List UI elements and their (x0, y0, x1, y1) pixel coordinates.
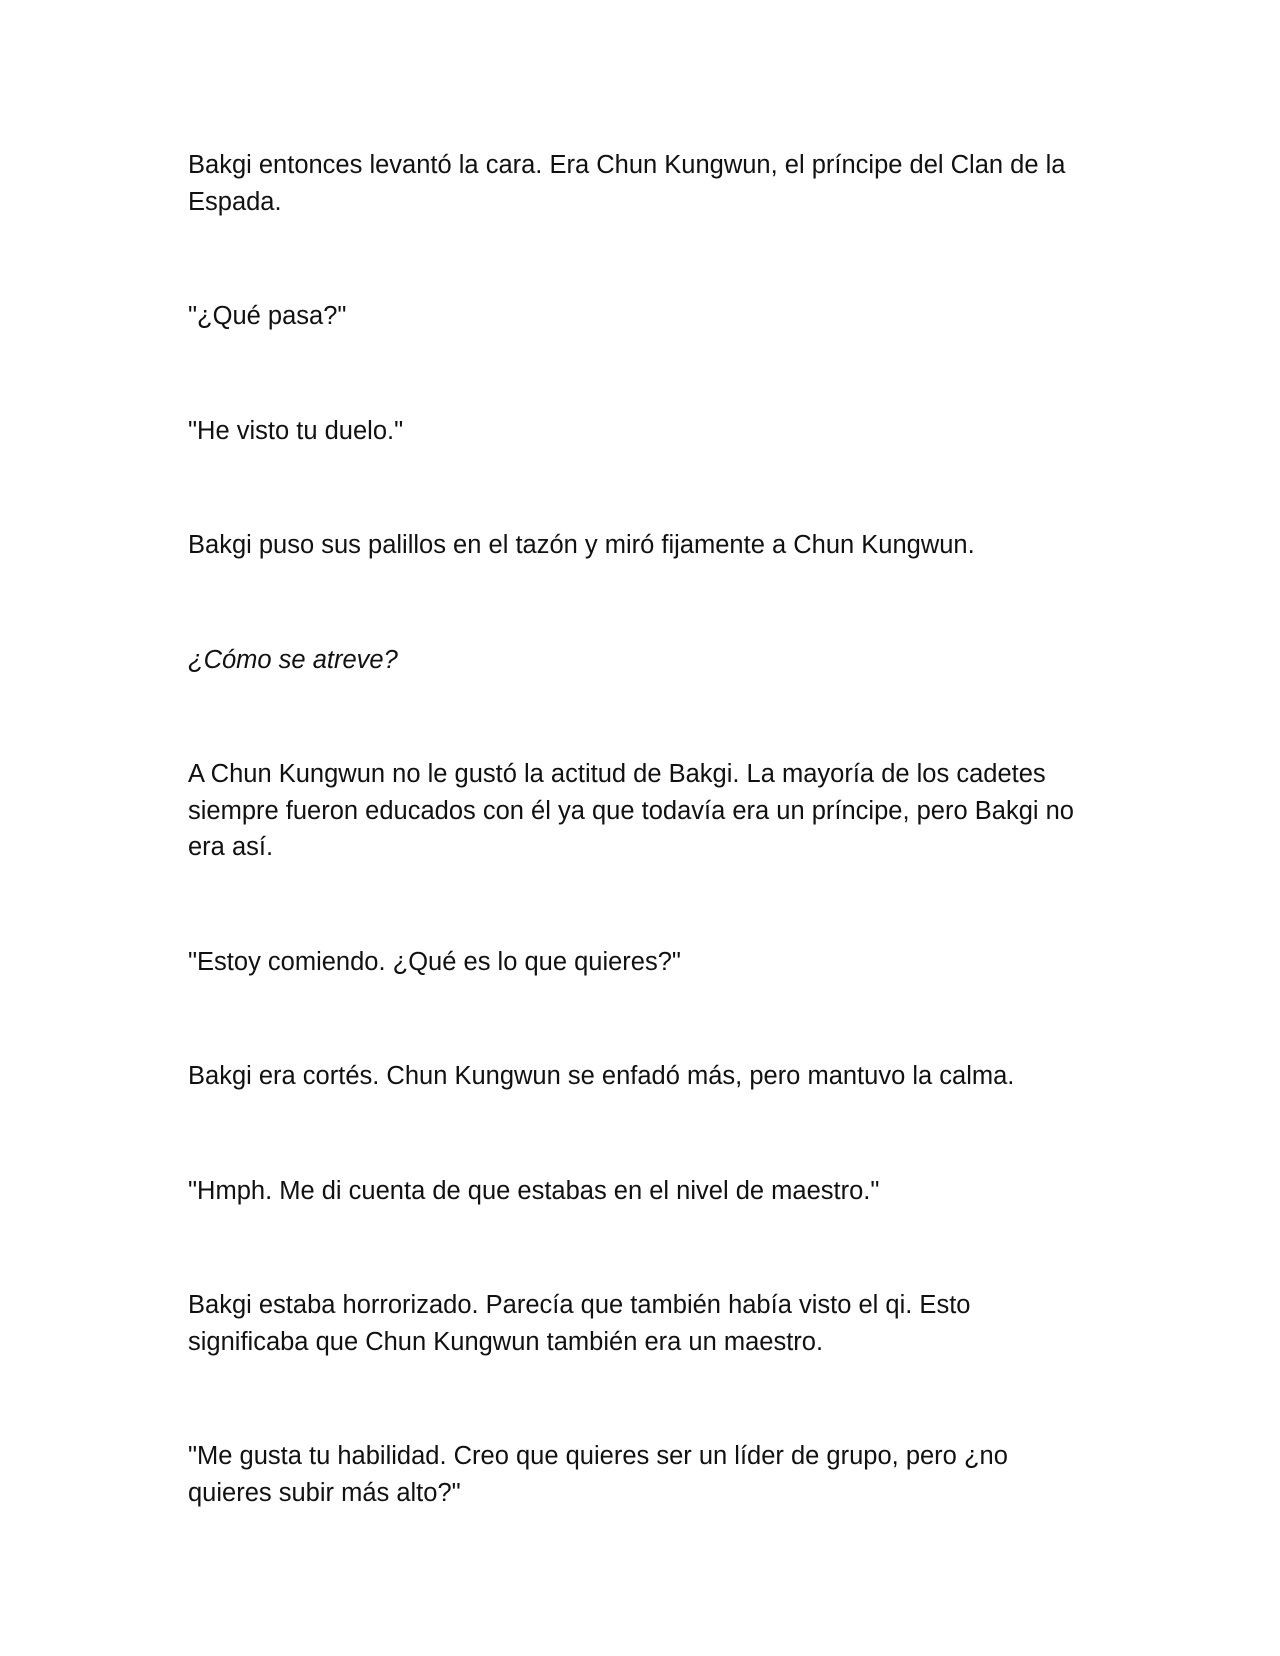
paragraph-italic: ¿Cómo se atreve? (188, 645, 398, 674)
paragraph: "Hmph. Me di cuenta de que estabas en el nivel de maestro." (188, 1176, 880, 1205)
paragraph: Bakgi era cortés. Chun Kungwun se enfadó más, pero mantuvo la calma. (188, 1062, 1015, 1090)
document-body (188, 147, 1088, 1589)
paragraph: "He visto tu duelo." (188, 416, 404, 445)
paragraph: Bakgi entonces levantó la cara. Era Chun Kungwun, el príncipe del Clan de la Espada. (188, 151, 1066, 216)
paragraph: A Chun Kungwun no le gustó la actitud de Bakgi. La mayoría de los cadetes siempre fueron educados con él ya que todavía era un príncipe, pero Bakgi no era así. (188, 760, 1074, 861)
paragraph: "Estoy comiendo. ¿Qué es lo que quieres?" (188, 947, 681, 976)
paragraph: Bakgi estaba horrorizado. Parecía que también había visto el qi. Esto significaba que Chun Kungwun también era un maestro. (188, 1291, 971, 1356)
paragraph: "Me gusta tu habilidad. Creo que quieres ser un líder de grupo, pero ¿no quieres subir más alto?" (188, 1442, 1008, 1507)
paragraph: Bakgi puso sus palillos en el tazón y miró fijamente a Chun Kungwun. (188, 531, 975, 559)
paragraph: "¿Qué pasa?" (188, 302, 347, 330)
